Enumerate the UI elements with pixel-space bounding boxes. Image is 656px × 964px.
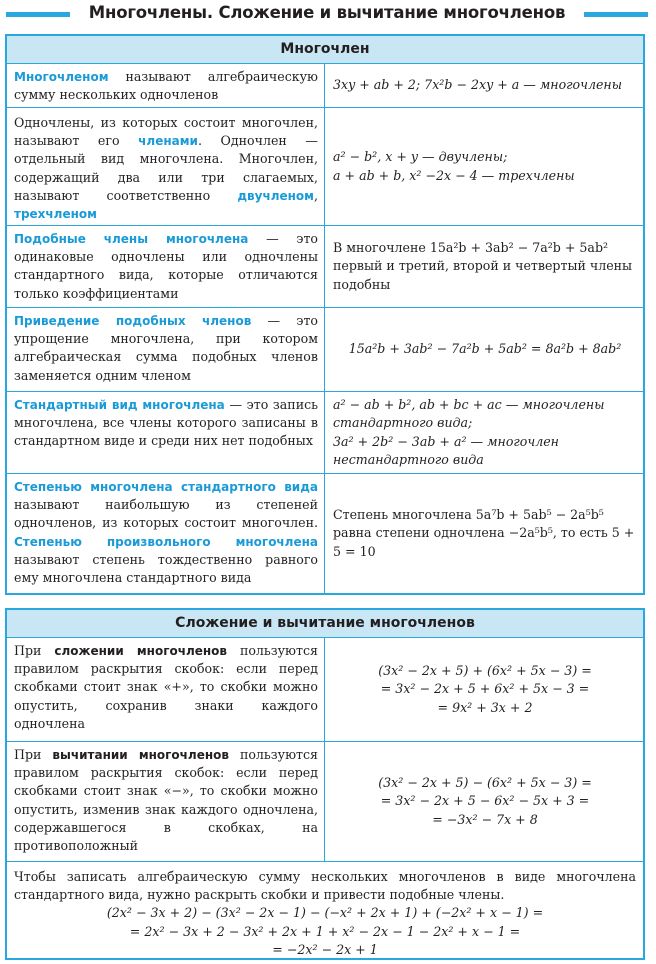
equation-line: = −3x² − 7x + 8 (432, 811, 538, 827)
table-polynomial-title: Многочлен (7, 36, 643, 64)
keyword-addition: сложении многочленов (54, 644, 227, 658)
example-cell (325, 638, 643, 741)
header-right-bar (584, 12, 648, 17)
definition-text: называют алгебраическую сумму нескольких одночленов (14, 69, 318, 103)
definition-text: Одночлены, из которых состоит многочлен, называют его (14, 115, 318, 149)
term-combining-like-terms: Приведение подобных членов (14, 314, 252, 328)
example-cell (325, 64, 643, 107)
example-line: a² − ab + b², ab + bc + ac — многочлены стандартного вида; (333, 397, 605, 431)
table-row (7, 108, 643, 226)
header-left-bar (6, 12, 70, 17)
definition-cell (7, 392, 325, 473)
equation-line: = 9x² + 3x + 2 (437, 699, 533, 715)
term-like-terms: Подобные члены многочлена (14, 232, 249, 246)
example-line: 3a² + 2b² − 3ab + a² — многочлен нестандартного вида (333, 433, 559, 467)
definition-cell (7, 308, 325, 391)
table-row (7, 64, 643, 108)
example-cell (325, 226, 643, 307)
definition-text: называют наибольшую из степеней одночленов, из которых состоит многочлен. (14, 497, 318, 531)
example-text: 3xy + ab + 2; 7x²b − 2xy + a — многочлены (333, 77, 622, 93)
definition-text: — это одинаковые одночлены или одночлены стандартного вида, которые отличаются только коэффициентами (14, 231, 318, 301)
definition-cell (7, 474, 325, 593)
equation-line: = 3x² − 2x + 5 + 6x² + 5x − 3 = (380, 681, 590, 697)
term-binomial: двучленом (237, 188, 314, 203)
rule-text: При (14, 643, 55, 658)
table-row (7, 742, 643, 862)
separator: , (313, 187, 318, 203)
term-polynomial: Многочленом (14, 70, 109, 84)
table-row (7, 392, 643, 474)
equation-line: = 3x² − 2x + 5 − 6x² − 5x + 3 = (380, 793, 590, 809)
rule-cell (7, 638, 325, 741)
example-text: 15a²b + 3ab² − 7a²b + 5ab² = 8a²b + 8ab² (348, 341, 622, 357)
equation-line: (3x² − 2x + 5) − (6x² + 5x − 3) = (378, 775, 592, 791)
example-text: В многочлене 15a²b + 3ab² − 7a²b + 5ab² первый и третий, второй и четвертый члены подобны (333, 240, 633, 292)
example-cell (325, 308, 643, 391)
example-line: a + ab + b, x² −2x − 4 — трехчлены (333, 167, 575, 183)
term-degree-standard: Степенью многочлена стандартного вида (14, 480, 318, 494)
definition-cell (7, 108, 325, 225)
definition-text: — это упрощение многочлена, при котором алгебраическая сумма подобных членов заменяется одним членом (14, 313, 318, 383)
term-members: членами (138, 134, 198, 149)
rule-cell (7, 742, 325, 861)
summary-equation-line: = 2x² − 3x + 2 − 3x² + 2x + 1 + x² − 2x − 1 − 2x² + x − 1 = (129, 923, 521, 939)
table-row (7, 474, 643, 593)
page-title: Многочлены. Сложение и вычитание многочленов (88, 3, 566, 22)
example-text: Степень многочлена 5a⁷b + 5ab⁵ − 2a⁵b⁵ равна степени одночлена −2a⁵b⁵, то есть 5 + 5 = 10 (333, 507, 635, 559)
example-cell (325, 108, 643, 225)
term-trinomial: трехчленом (14, 207, 97, 222)
table-row (7, 638, 643, 742)
summary-cell (7, 862, 643, 958)
summary-equation-line: = −2x² − 2x + 1 (272, 941, 378, 957)
table-row (7, 226, 643, 308)
summary-equation-line: (2x² − 3x + 2) − (3x² − 2x − 1) − (−x² + 2x + 1) + (−2x² + x − 1) = (106, 905, 544, 921)
equation-line: (3x² − 2x + 5) + (6x² + 5x − 3) = (378, 663, 592, 679)
page-header (0, 0, 656, 30)
definition-cell (7, 64, 325, 107)
table-row (7, 862, 643, 958)
keyword-subtraction: вычитании многочленов (52, 748, 229, 762)
table-addition-subtraction (5, 608, 645, 960)
definition-text: называют степень тождественно равного ему многочлена стандартного вида (14, 551, 318, 586)
definition-text: . Одночлен — отдельный вид многочлена. Многочлен, содержащий два или три слагаемых, называют соответственно (14, 133, 318, 203)
example-line: a² − b², x + y — двучлены; (333, 149, 508, 165)
example-cell (325, 392, 643, 473)
definition-cell (7, 226, 325, 307)
rule-text: пользуются правилом раскрытия скобок: если перед скобками стоит знак «+», то скобки можно опустить, сохранив знаки каждого одночлена (14, 643, 318, 731)
term-degree-arbitrary: Степенью произвольного многочлена (14, 534, 318, 549)
summary-note: Чтобы записать алгебраическую сумму нескольких многочленов в виде многочлена стандартного вида, нужно раскрыть скобки и привести подобные члены. (14, 869, 636, 903)
definition-text: — это запись многочлена, все члены которого записаны в стандартном виде и среди них нет подобных (14, 397, 319, 449)
example-cell (325, 742, 643, 861)
example-cell (325, 474, 643, 593)
rule-text: пользуются правилом раскрытия скобок: если перед скобками стоит знак «−», то скобки можно опустить, изменив знак каждого одночлена, содержавшегося в скобках, на противоположный (14, 747, 318, 854)
table-row (7, 308, 643, 392)
table-polynomial (5, 34, 645, 595)
term-standard-form: Стандартный вид многочлена (14, 398, 225, 412)
table-addition-title: Сложение и вычитание многочленов (7, 610, 643, 638)
rule-text: При (14, 747, 53, 762)
